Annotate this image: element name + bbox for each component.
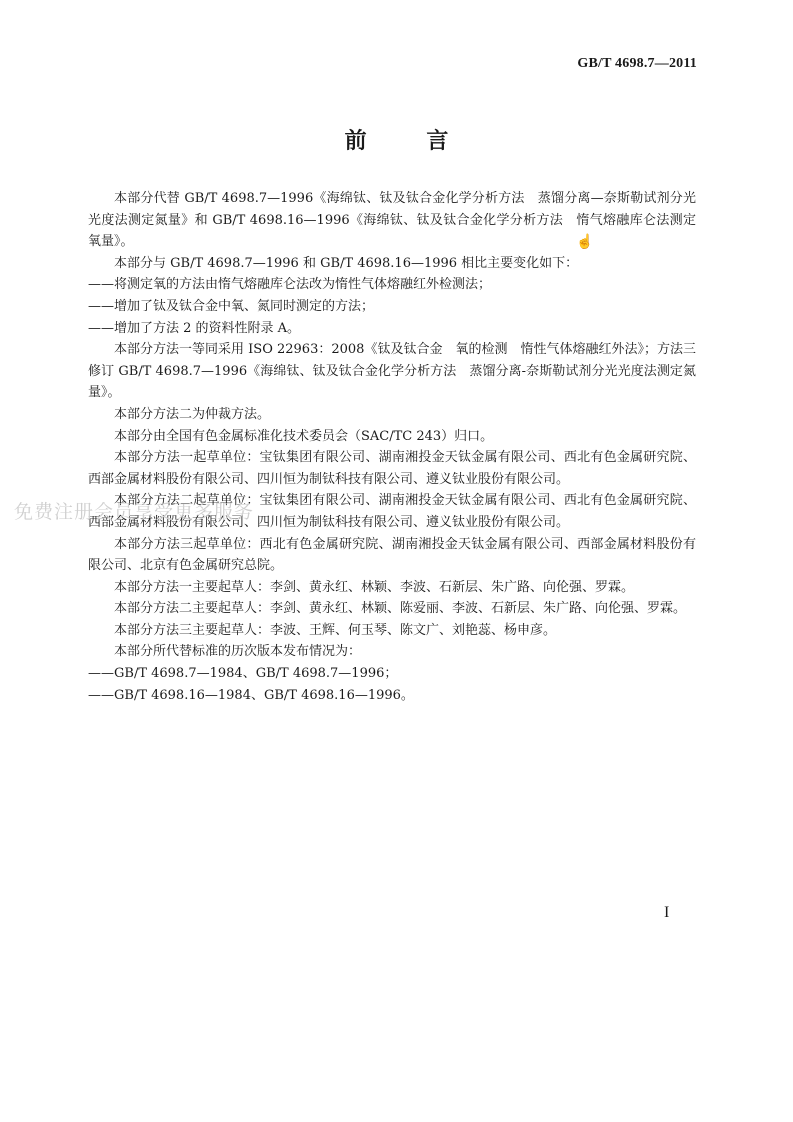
paragraph-method-one-drafters-org: 本部分方法一起草单位：宝钛集团有限公司、湖南湘投金天钛金属有限公司、西北有色金属研究院、西部金属材料股份有限公司、四川恒为制钛科技有限公司、遵义钛业股份有限公司。	[88, 450, 696, 487]
page-title: 前 言	[344, 129, 475, 154]
history-item: ——GB/T 4698.16—1984、GB/T 4698.16—1996。	[88, 687, 414, 703]
page-number: I	[664, 904, 670, 921]
hand-cursor-icon: ☝	[576, 234, 594, 250]
paragraph-replaces: 本部分代替 GB/T 4698.7—1996《海绵钛、钛及钛合金化学分析方法 蒸馏分离—奈斯勒试剂分光光度法测定氮量》和 GB/T 4698.16—1996《海绵钛、钛及钛合金化学分析方法 惰气熔融库仑法测定氧量》。	[88, 191, 696, 250]
change-item: ——增加了钛及钛合金中氧、氮同时测定的方法；	[88, 298, 375, 314]
paragraph-method-three-drafters: 本部分方法三主要起草人：李波、王辉、何玉琴、陈文广、刘艳蕊、杨申彦。	[114, 622, 557, 638]
paragraph-changes-intro: 本部分与 GB/T 4698.7—1996 和 GB/T 4698.16—1996 相比主要变化如下：	[114, 255, 579, 271]
foreword-body	[88, 188, 696, 706]
paragraph-history-intro: 本部分所代替标准的历次版本发布情况为：	[114, 644, 362, 660]
watermark-text: 免费注册会员享受更多服务	[14, 501, 255, 523]
change-item: ——将测定氧的方法由惰气熔融库仑法改为惰性气体熔融红外检测法；	[88, 277, 492, 293]
paragraph-method-one-drafters: 本部分方法一主要起草人：李剑、黄永红、林颖、李波、石新层、朱广路、向伦强、罗霖。	[114, 579, 635, 595]
paragraph-method-three-drafters-org: 本部分方法三起草单位：西北有色金属研究院、湖南湘投金天钛金属有限公司、西部金属材料股份有限公司、北京有色金属研究总院。	[88, 536, 696, 574]
paragraph-method-one-adoption: 本部分方法一等同采用 ISO 22963：2008《钛及钛合金 氧的检测 惰性气体熔融红外法》；方法三修订 GB/T 4698.7—1996《海绵钛、钛及钛合金化学分析方法 蒸馏分离-奈斯勒试剂分光光度法测定氮量》。	[88, 342, 696, 401]
standard-number: GB/T 4698.7—2011	[577, 56, 697, 71]
paragraph-method-two-drafters-org: 本部分方法二起草单位：宝钛集团有限公司、湖南湘投金天钛金属有限公司、西北有色金属研究院、西部金属材料股份有限公司、四川恒为制钛科技有限公司、遵义钛业股份有限公司。	[88, 493, 696, 530]
paragraph-committee: 本部分由全国有色金属标准化技术委员会（SAC/TC 243）归口。	[114, 428, 494, 444]
paragraph-method-two-drafters: 本部分方法二主要起草人：李剑、黄永红、林颖、陈爱丽、李波、石新层、朱广路、向伦强、罗霖。	[114, 601, 687, 617]
history-item: ——GB/T 4698.7—1984、GB/T 4698.7—1996；	[88, 666, 398, 682]
change-item: ——增加了方法 2 的资料性附录 A。	[88, 320, 301, 336]
paragraph-arbitration-method: 本部分方法二为仲裁方法。	[114, 406, 271, 422]
